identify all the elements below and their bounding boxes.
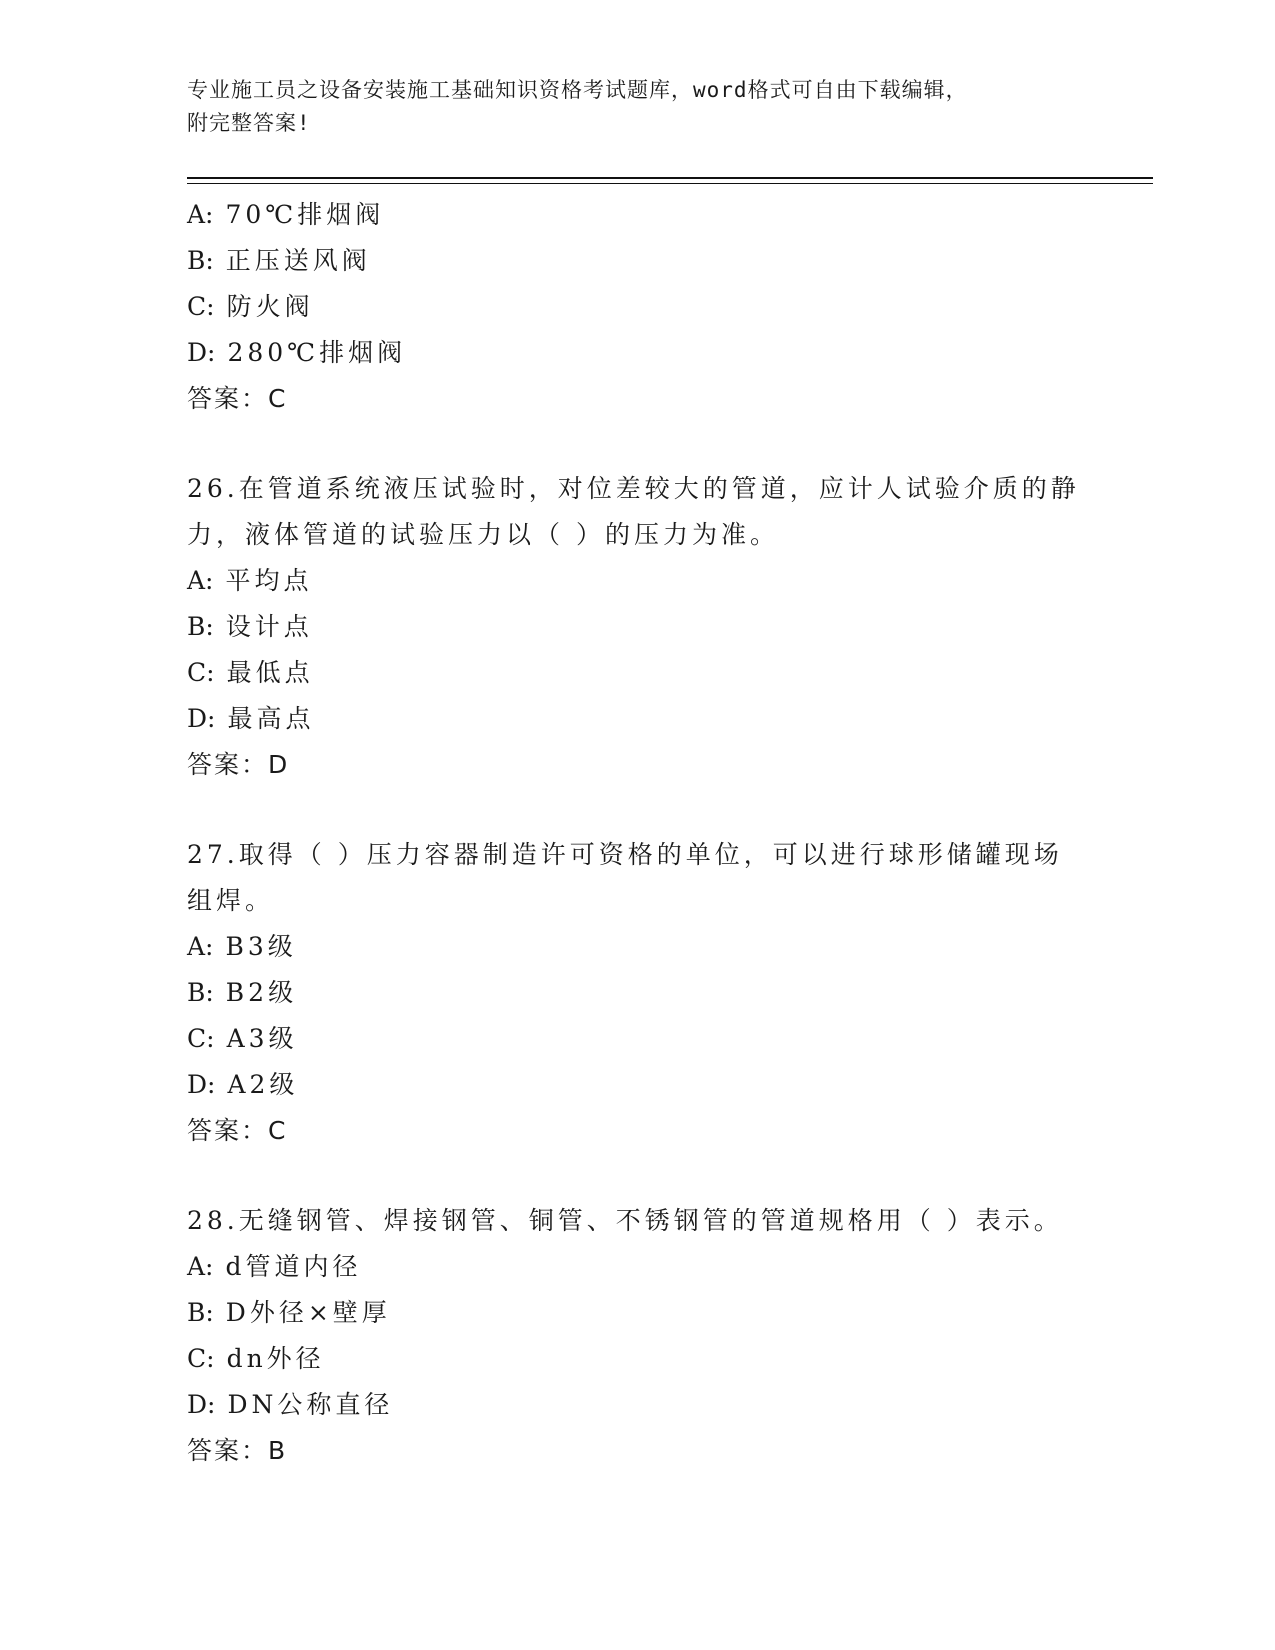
question-text-line-2: 组焊。 bbox=[187, 886, 275, 915]
question-26 bbox=[187, 466, 1087, 788]
question-text-line-1: 28.无缝钢管、焊接钢管、铜管、不锈钢管的管道规格用（ ）表示。 bbox=[187, 1206, 1063, 1235]
question-text-line-1: 26.在管道系统液压试验时，对位差较大的管道，应计人试验介质的静 bbox=[187, 474, 1080, 503]
option-b: B: 设计点 bbox=[187, 612, 313, 641]
option-a: A: 平均点 bbox=[187, 566, 313, 595]
header-divider-thin bbox=[187, 183, 1153, 184]
answer: 答案：C bbox=[187, 1116, 288, 1145]
option-a: A: d管道内径 bbox=[187, 1252, 362, 1281]
option-c: C: dn外径 bbox=[187, 1344, 325, 1373]
option-b: B: D外径×壁厚 bbox=[187, 1298, 391, 1327]
option-c: C: A3级 bbox=[187, 1024, 298, 1053]
option-d: D: A2级 bbox=[187, 1070, 299, 1099]
option-d: D: DN公称直径 bbox=[187, 1390, 394, 1419]
header-divider-thick bbox=[187, 177, 1153, 179]
answer: 答案：B bbox=[187, 1436, 288, 1465]
option-c: C: 防火阀 bbox=[187, 292, 314, 321]
answer: 答案：C bbox=[187, 384, 288, 413]
answer: 答案：D bbox=[187, 750, 290, 779]
question-27 bbox=[187, 832, 1087, 1154]
option-a: A: B3级 bbox=[187, 932, 297, 961]
question-28 bbox=[187, 1198, 1087, 1474]
question-list bbox=[187, 192, 1087, 1474]
option-b: B: B2级 bbox=[187, 978, 298, 1007]
option-d: D: 最高点 bbox=[187, 704, 315, 733]
header-line-1: 专业施工员之设备安装施工基础知识资格考试题库，word格式可自由下载编辑， bbox=[187, 78, 968, 102]
question-text-line-2: 力，液体管道的试验压力以（ ）的压力为准。 bbox=[187, 520, 779, 549]
question-25 bbox=[187, 192, 1087, 422]
option-a: A: 70℃排烟阀 bbox=[187, 200, 385, 229]
header-line-2: 附完整答案! bbox=[187, 111, 311, 135]
option-b: B: 正压送风阀 bbox=[187, 246, 371, 275]
option-d: D: 280℃排烟阀 bbox=[187, 338, 407, 367]
question-text-line-1: 27.取得（ ）压力容器制造许可资格的单位，可以进行球形储罐现场 bbox=[187, 840, 1063, 869]
option-c: C: 最低点 bbox=[187, 658, 314, 687]
document-header bbox=[187, 74, 1087, 140]
